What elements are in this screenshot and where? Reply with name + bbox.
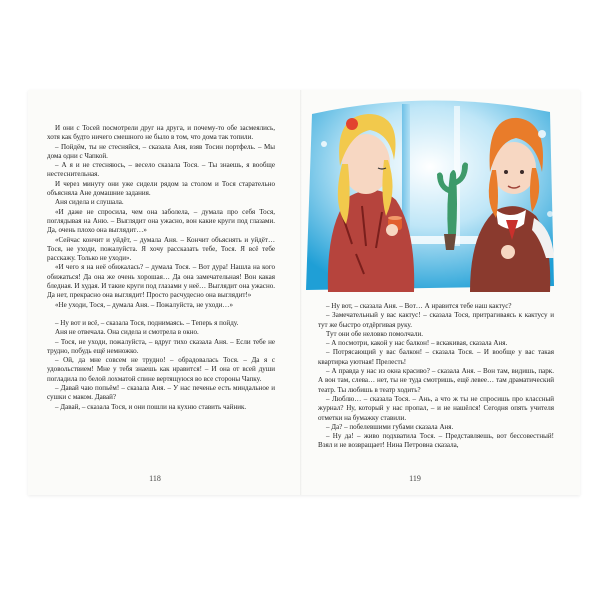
paragraph: Аня сидела и слушала. (55, 198, 124, 207)
paragraph: «И чего я на неё обижалась? – думала Тося. – Вот дура! Нашла на кого обижаться! Да она же очень хорошая… Да она замечательная! Вон какая бледная. И худая. И такие круги под глазами у неё… Выглядит она ужасно. Да нет, прекрасно она выглядит! Просто расчудесно она выглядит!» (47, 263, 275, 300)
paragraph: – Ну вот, – сказала Аня. – Вот… А нравится тебе наш кактус? (326, 302, 512, 310)
paragraph: – Пойдём, ты не стесняйся, – сказала Аня, взяв Тосин портфель. – Мы дома одни с Чапкой. (47, 142, 275, 160)
paragraph: – Потрясающий у вас балкон! – сказала Тося. – И вообще у вас такая квартирка уютная! Прелесть! (318, 348, 554, 366)
paragraph: – Замечательный у вас кактус! – сказала Тося, притрагиваясь к кактусу и тут же быстро отдёргивая руку. (318, 311, 554, 329)
paragraph: – Ну вот и всё, – сказала Тося, поднимаясь. – Теперь я пойду. (55, 318, 239, 327)
paragraph: «Сейчас кончит и уйдёт, – думала Аня. – Кончит объяснять и уйдёт… Тося, не уходи, пожалуйста. Я хочу рассказать тебе, Тося. Я всё тебе расскажу. Только не уходи». (47, 235, 275, 263)
right-page-text (318, 302, 554, 451)
paragraph: И через минуту они уже сидели рядом за столом и Тося старательно объясняла Ане домашние задания. (47, 179, 275, 198)
illustration-two-girls-cactus (302, 94, 558, 292)
paragraph: «И даже не спросила, чем она заболела, – думала про себя Тося, поглядывая на Аню. – Выглядит она ужасно, вон какие круги под глазами. Да, очень плохо она выглядит…» (47, 207, 275, 235)
paragraph: – Давай чаю попьём! – сказала Аня. – У нас печенье есть миндальное и сушки с маком. Давай? (47, 384, 275, 402)
paragraph: – Ой, да мне совсем не трудно! – обрадовалась Тося. – Да я с удовольствием! Мне у тебя знаешь как нравится! – И она от всей души погладила по белой лохматой спине вертящуюся во все стороны Чапку. (47, 356, 275, 383)
paragraph: – Тося, не уходи, пожалуйста, – вдруг тихо сказала Аня. – Если тебе не трудно, побудь ещё немножко. (47, 337, 275, 355)
paragraph: И они с Тосей посмотрели друг на друга, и почему-то обе засмеялись, хотя как будто ничего смешного не было в том, что дома так топили. (47, 124, 275, 142)
page-number-right: 119 (409, 474, 421, 483)
paragraph: Тут они обе неловко помолчали. (326, 329, 424, 338)
paragraph: – Люблю… – сказала Тося. – Ань, а что ж ты не спросишь про классный журнал? Ну, который у нас пропал, – и не нашёлся! Сегодня опять учителя отметки на бумажку ставили. (318, 394, 554, 422)
paragraph: – Давай, – сказала Тося, и они пошли на кухню ставить чайник. (55, 402, 247, 411)
page-number-left: 118 (149, 474, 161, 483)
paragraph: – А я и не стесняюсь, – весело сказала Тося. – Ты знаешь, я вообще нестеснительная. (47, 161, 275, 179)
paragraph: «Не уходи, Тося, – думала Аня. – Пожалуйста, не уходи…» (55, 300, 234, 309)
paragraph: – Да? – побелевшими губами сказала Аня. (326, 422, 454, 431)
left-page-text (47, 124, 275, 412)
paragraph: – А правда у нас из окна красиво? – сказала Аня. – Вон там, видишь, парк. А вон там, слева… нет, ты не туда смотришь, ещё левее… там драматический театр. Ты любишь в театр ходить? (318, 367, 554, 394)
paragraph: – А посмотри, какой у нас балкон! – вскакивая, сказала Аня. (326, 339, 508, 348)
paragraph: – Ну да! – живо подхватила Тося. – Представляешь, вот бессовестный! Взял и не возвращает! Нина Петровна сказала, (318, 432, 554, 450)
paragraph: Аня не отвечала. Она сидела и смотрела в окно. (55, 328, 199, 337)
